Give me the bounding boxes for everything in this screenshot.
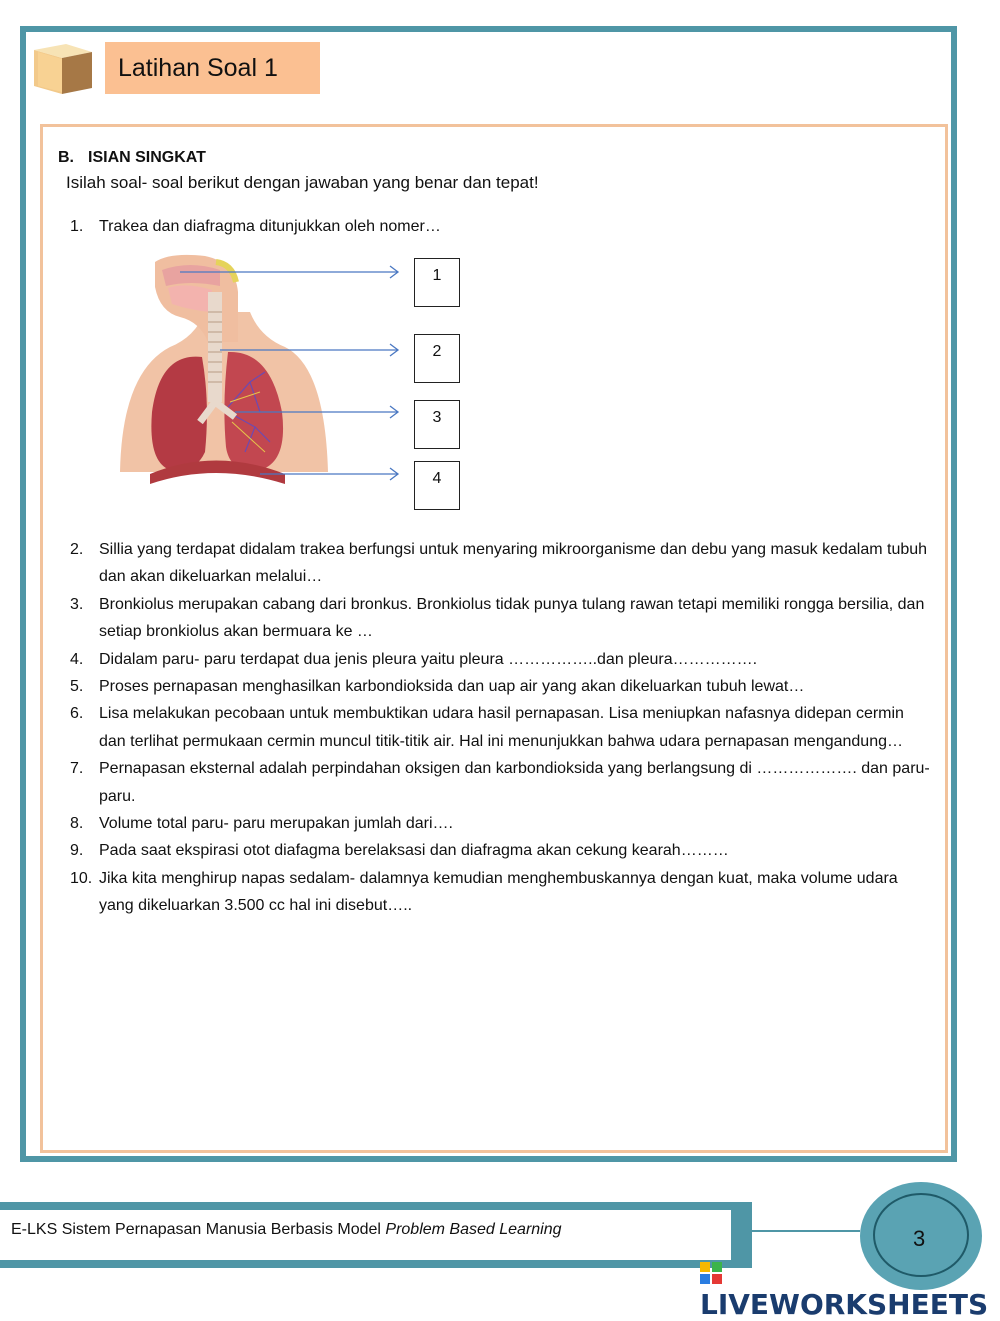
question-text: Didalam paru- paru terdapat dua jenis pleura yaitu pleura ……………..dan pleura……………. [99, 650, 758, 668]
footer-line [752, 1230, 860, 1232]
watermark-text: LIVEWORKSHEETS [700, 1288, 989, 1321]
answer-box-label: 4 [432, 470, 442, 487]
question-number: 2. [70, 541, 84, 558]
question-number: 1. [70, 218, 84, 235]
question-text: Bronkiolus merupakan cabang dari bronkus. Bronkiolus tidak punya tulang rawan tetapi memiliki rongga bersilia, dan setiap bronkiolus akan bermuara ke … [99, 595, 925, 641]
answer-box-1[interactable] [414, 258, 460, 307]
question-number: 3. [70, 595, 84, 613]
cube-icon [26, 36, 98, 100]
question-text: Jika kita menghirup napas sedalam- dalamnya kemudian menghembuskannya dengan kuat, maka volume udara yang dikeluarkan 3.500 cc hal ini disebut….. [99, 869, 898, 915]
footer-text-main: E-LKS Sistem Pernapasan Manusia Berbasis Model [11, 1221, 386, 1238]
question-number: 8. [70, 815, 84, 833]
question-text: Pada saat ekspirasi otot diafagma berelaksasi dan diafragma akan cekung kearah……… [99, 842, 729, 860]
question-9 [70, 837, 930, 864]
question-6 [70, 700, 930, 755]
question-number: 5. [70, 678, 84, 696]
footer-text-italic: Problem Based Learning [385, 1221, 562, 1238]
question-3 [70, 591, 930, 646]
question-5 [70, 673, 930, 700]
question-text: Trakea dan diafragma ditunjukkan oleh nomer… [99, 218, 441, 235]
section-letter: B. [58, 149, 74, 166]
footer-text [11, 1221, 562, 1239]
question-text: Pernapasan eksternal adalah perpindahan oksigen dan karbondioksida yang berlangsung di ………………. dan paru- paru. [99, 760, 930, 805]
instruction-text: Isilah soal- soal berikut dengan jawaban yang benar dan tepat! [66, 173, 539, 192]
question-7 [70, 755, 930, 810]
question-4 [70, 646, 930, 673]
section-heading [58, 149, 206, 167]
question-number: 6. [70, 705, 84, 723]
section-heading-text: ISIAN SINGKAT [88, 149, 206, 166]
question-10 [70, 865, 930, 920]
watermark [700, 1255, 1000, 1321]
question-1 [70, 218, 441, 236]
question-list [70, 536, 930, 920]
question-number: 10. [70, 869, 93, 887]
page-number: 3 [913, 1226, 926, 1251]
answer-box-label: 3 [432, 409, 442, 426]
footer-bar [0, 1202, 752, 1210]
question-number: 9. [70, 842, 84, 860]
question-text: Sillia yang terdapat didalam trakea berfungsi untuk menyaring mikroorganisme dan debu yang masuk kedalam tubuh dan akan dikeluarkan melalui… [99, 541, 928, 586]
question-text: Lisa melakukan pecobaan untuk membuktikan udara hasil pernapasan. Lisa meniupkan nafasnya didepan cermin dan terlihat permukaan cermin muncul titik-titik air. Hal ini menunjukkan bahwa udara pernapasan mengandung… [99, 705, 904, 750]
answer-box-2[interactable] [414, 334, 460, 383]
footer-bar [0, 1260, 752, 1268]
answer-box-label: 2 [432, 343, 442, 360]
liveworksheets-logo-icon [700, 1262, 722, 1284]
question-number: 4. [70, 650, 84, 668]
page-title [105, 42, 320, 94]
question-8 [70, 810, 930, 837]
question-text: Proses pernapasan menghasilkan karbondioksida dan uap air yang akan dikeluarkan tubuh lewat… [99, 678, 805, 696]
question-2 [70, 536, 930, 591]
question-text: Volume total paru- paru merupakan jumlah dari…. [99, 815, 453, 833]
answer-box-4[interactable] [414, 461, 460, 510]
question-number: 7. [70, 760, 84, 778]
answer-box-3[interactable] [414, 400, 460, 449]
page-title-text: Latihan Soal 1 [118, 53, 278, 82]
answer-box-label: 1 [432, 267, 442, 284]
